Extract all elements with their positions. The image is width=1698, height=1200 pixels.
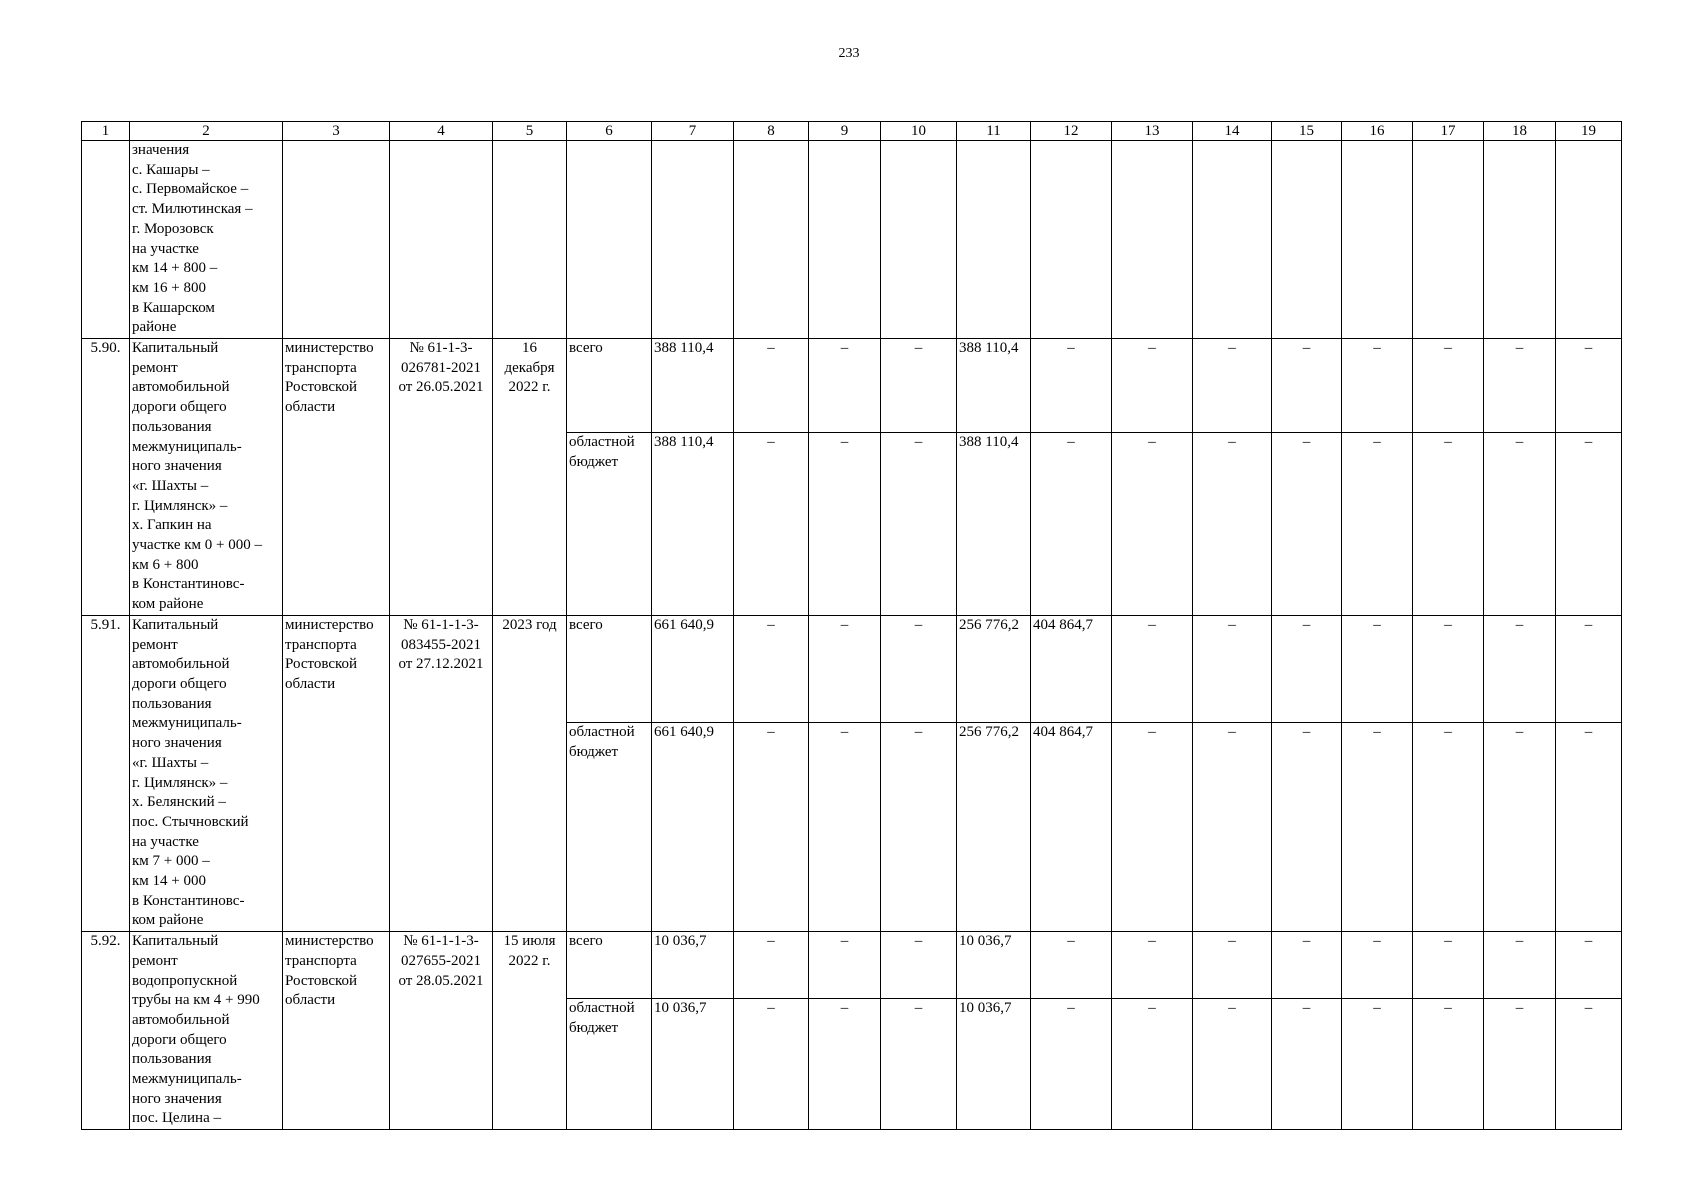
cell bbox=[1342, 141, 1413, 339]
cell bbox=[283, 141, 390, 339]
column-header-9: 9 bbox=[809, 122, 881, 141]
value-cell: – bbox=[734, 999, 809, 1130]
value-cell: 661 640,9 bbox=[652, 723, 734, 932]
column-header-5: 5 bbox=[493, 122, 567, 141]
column-header-1: 1 bbox=[82, 122, 130, 141]
value-cell: – bbox=[1556, 339, 1622, 433]
value-cell: – bbox=[1193, 723, 1272, 932]
cell bbox=[1193, 141, 1272, 339]
document-cell: № 61-1-1-3- 083455-2021 от 27.12.2021 bbox=[390, 615, 493, 931]
value-cell: – bbox=[1112, 999, 1193, 1130]
value-cell: – bbox=[1112, 432, 1193, 615]
value-cell: – bbox=[1193, 615, 1272, 722]
funding-source-cell: всего bbox=[567, 339, 652, 433]
column-header-14: 14 bbox=[1193, 122, 1272, 141]
cell bbox=[1031, 141, 1112, 339]
column-header-6: 6 bbox=[567, 122, 652, 141]
value-cell: – bbox=[1193, 432, 1272, 615]
value-cell: – bbox=[1272, 339, 1342, 433]
value-cell: – bbox=[881, 999, 957, 1130]
value-cell: – bbox=[1272, 615, 1342, 722]
value-cell: – bbox=[881, 723, 957, 932]
value-cell: – bbox=[809, 339, 881, 433]
cell bbox=[82, 141, 130, 339]
value-cell: – bbox=[1193, 999, 1272, 1130]
value-cell: – bbox=[1272, 723, 1342, 932]
column-header-row bbox=[82, 122, 1622, 141]
column-header-2: 2 bbox=[130, 122, 283, 141]
object-name-cell: Капитальный ремонт автомобильной дороги общего пользования межмуниципаль- ного значения «г. Шахты – г. Цимлянск» – х. Белянский – пос. Стычновский на участке км 7 + 000 – км 14 + 000 в Константиновс- ком районе bbox=[130, 615, 283, 931]
value-cell: – bbox=[1556, 615, 1622, 722]
column-header-10: 10 bbox=[881, 122, 957, 141]
funding-source-cell: областной бюджет bbox=[567, 432, 652, 615]
date-cell: 16 декабря 2022 г. bbox=[493, 339, 567, 616]
cell bbox=[567, 141, 652, 339]
value-cell: – bbox=[1413, 932, 1484, 999]
value-cell: – bbox=[1031, 432, 1112, 615]
value-cell: 256 776,2 bbox=[957, 723, 1031, 932]
value-cell: – bbox=[1193, 339, 1272, 433]
value-cell: – bbox=[881, 932, 957, 999]
value-cell: 256 776,2 bbox=[957, 615, 1031, 722]
column-header-13: 13 bbox=[1112, 122, 1193, 141]
cell bbox=[652, 141, 734, 339]
customer-cell: министерство транспорта Ростовской области bbox=[283, 932, 390, 1130]
value-cell: 10 036,7 bbox=[957, 999, 1031, 1130]
value-cell: – bbox=[1272, 432, 1342, 615]
value-cell: – bbox=[1556, 932, 1622, 999]
value-cell: 404 864,7 bbox=[1031, 615, 1112, 722]
value-cell: – bbox=[734, 615, 809, 722]
value-cell: – bbox=[734, 723, 809, 932]
item-number: 5.91. bbox=[82, 615, 130, 931]
value-cell: – bbox=[1031, 339, 1112, 433]
cell bbox=[1112, 141, 1193, 339]
value-cell: – bbox=[734, 432, 809, 615]
continuation-row bbox=[82, 141, 1622, 339]
customer-cell: министерство транспорта Ростовской области bbox=[283, 615, 390, 931]
value-cell: – bbox=[881, 615, 957, 722]
value-cell: – bbox=[734, 932, 809, 999]
cell bbox=[1413, 141, 1484, 339]
value-cell: 10 036,7 bbox=[957, 932, 1031, 999]
value-cell: – bbox=[809, 999, 881, 1130]
value-cell: – bbox=[881, 339, 957, 433]
value-cell: – bbox=[1484, 999, 1556, 1130]
cell bbox=[390, 141, 493, 339]
column-header-18: 18 bbox=[1484, 122, 1556, 141]
value-cell: – bbox=[1556, 723, 1622, 932]
value-cell: – bbox=[1484, 932, 1556, 999]
document-cell: № 61-1-1-3- 027655-2021 от 28.05.2021 bbox=[390, 932, 493, 1130]
value-cell: – bbox=[1413, 999, 1484, 1130]
funding-source-cell: областной бюджет bbox=[567, 999, 652, 1130]
date-cell: 2023 год bbox=[493, 615, 567, 931]
column-header-15: 15 bbox=[1272, 122, 1342, 141]
cell bbox=[957, 141, 1031, 339]
value-cell: – bbox=[809, 615, 881, 722]
value-cell: – bbox=[1484, 615, 1556, 722]
value-cell: – bbox=[1342, 999, 1413, 1130]
value-cell: – bbox=[1112, 932, 1193, 999]
page-number: 233 bbox=[838, 46, 860, 61]
column-header-17: 17 bbox=[1413, 122, 1484, 141]
value-cell: – bbox=[1484, 723, 1556, 932]
value-cell: – bbox=[1031, 999, 1112, 1130]
cell bbox=[881, 141, 957, 339]
value-cell: 388 110,4 bbox=[652, 339, 734, 433]
cell bbox=[809, 141, 881, 339]
value-cell: – bbox=[809, 932, 881, 999]
cell bbox=[1484, 141, 1556, 339]
value-cell: – bbox=[809, 723, 881, 932]
value-cell: – bbox=[1413, 432, 1484, 615]
object-name-cell: значения с. Кашары – с. Первомайское – ст. Милютинская – г. Морозовск на участке км 14 + 800 – км 16 + 800 в Кашарском районе bbox=[130, 141, 283, 339]
cell bbox=[493, 141, 567, 339]
value-cell: 404 864,7 bbox=[1031, 723, 1112, 932]
object-name-cell: Капитальный ремонт автомобильной дороги общего пользования межмуниципаль- ного значения «г. Шахты – г. Цимлянск» – х. Гапкин на участке км 0 + 000 – км 6 + 800 в Константиновс- ком районе bbox=[130, 339, 283, 616]
table-row-total bbox=[82, 339, 1622, 433]
value-cell: – bbox=[1342, 615, 1413, 722]
value-cell: – bbox=[881, 432, 957, 615]
value-cell: – bbox=[1272, 999, 1342, 1130]
column-header-4: 4 bbox=[390, 122, 493, 141]
value-cell: – bbox=[1413, 723, 1484, 932]
funding-source-cell: всего bbox=[567, 932, 652, 999]
item-number: 5.90. bbox=[82, 339, 130, 616]
funding-source-cell: всего bbox=[567, 615, 652, 722]
column-header-11: 11 bbox=[957, 122, 1031, 141]
value-cell: 388 110,4 bbox=[957, 339, 1031, 433]
document-cell: № 61-1-3- 026781-2021 от 26.05.2021 bbox=[390, 339, 493, 616]
column-header-3: 3 bbox=[283, 122, 390, 141]
value-cell: – bbox=[1193, 932, 1272, 999]
cell bbox=[734, 141, 809, 339]
value-cell: 10 036,7 bbox=[652, 932, 734, 999]
date-cell: 15 июля 2022 г. bbox=[493, 932, 567, 1130]
value-cell: – bbox=[809, 432, 881, 615]
column-header-12: 12 bbox=[1031, 122, 1112, 141]
funding-source-cell: областной бюджет bbox=[567, 723, 652, 932]
cell bbox=[1556, 141, 1622, 339]
value-cell: – bbox=[1342, 339, 1413, 433]
table-row-total bbox=[82, 932, 1622, 999]
value-cell: – bbox=[1031, 932, 1112, 999]
column-header-7: 7 bbox=[652, 122, 734, 141]
financing-table bbox=[81, 121, 1622, 1130]
value-cell: – bbox=[1112, 339, 1193, 433]
value-cell: – bbox=[1413, 339, 1484, 433]
column-header-19: 19 bbox=[1556, 122, 1622, 141]
value-cell: – bbox=[1413, 615, 1484, 722]
value-cell: 388 110,4 bbox=[957, 432, 1031, 615]
object-name-cell: Капитальный ремонт водопропускной трубы на км 4 + 990 автомобильной дороги общего пользования межмуниципаль- ного значения пос. Целина – bbox=[130, 932, 283, 1130]
value-cell: – bbox=[1484, 339, 1556, 433]
value-cell: – bbox=[1342, 932, 1413, 999]
value-cell: – bbox=[1484, 432, 1556, 615]
value-cell: – bbox=[1112, 723, 1193, 932]
value-cell: – bbox=[734, 339, 809, 433]
value-cell: 661 640,9 bbox=[652, 615, 734, 722]
column-header-16: 16 bbox=[1342, 122, 1413, 141]
value-cell: – bbox=[1272, 932, 1342, 999]
value-cell: – bbox=[1342, 432, 1413, 615]
table-row-total bbox=[82, 615, 1622, 722]
customer-cell: министерство транспорта Ростовской области bbox=[283, 339, 390, 616]
item-number: 5.92. bbox=[82, 932, 130, 1130]
value-cell: – bbox=[1556, 432, 1622, 615]
value-cell: – bbox=[1556, 999, 1622, 1130]
value-cell: 10 036,7 bbox=[652, 999, 734, 1130]
value-cell: – bbox=[1342, 723, 1413, 932]
value-cell: 388 110,4 bbox=[652, 432, 734, 615]
column-header-8: 8 bbox=[734, 122, 809, 141]
cell bbox=[1272, 141, 1342, 339]
value-cell: – bbox=[1112, 615, 1193, 722]
